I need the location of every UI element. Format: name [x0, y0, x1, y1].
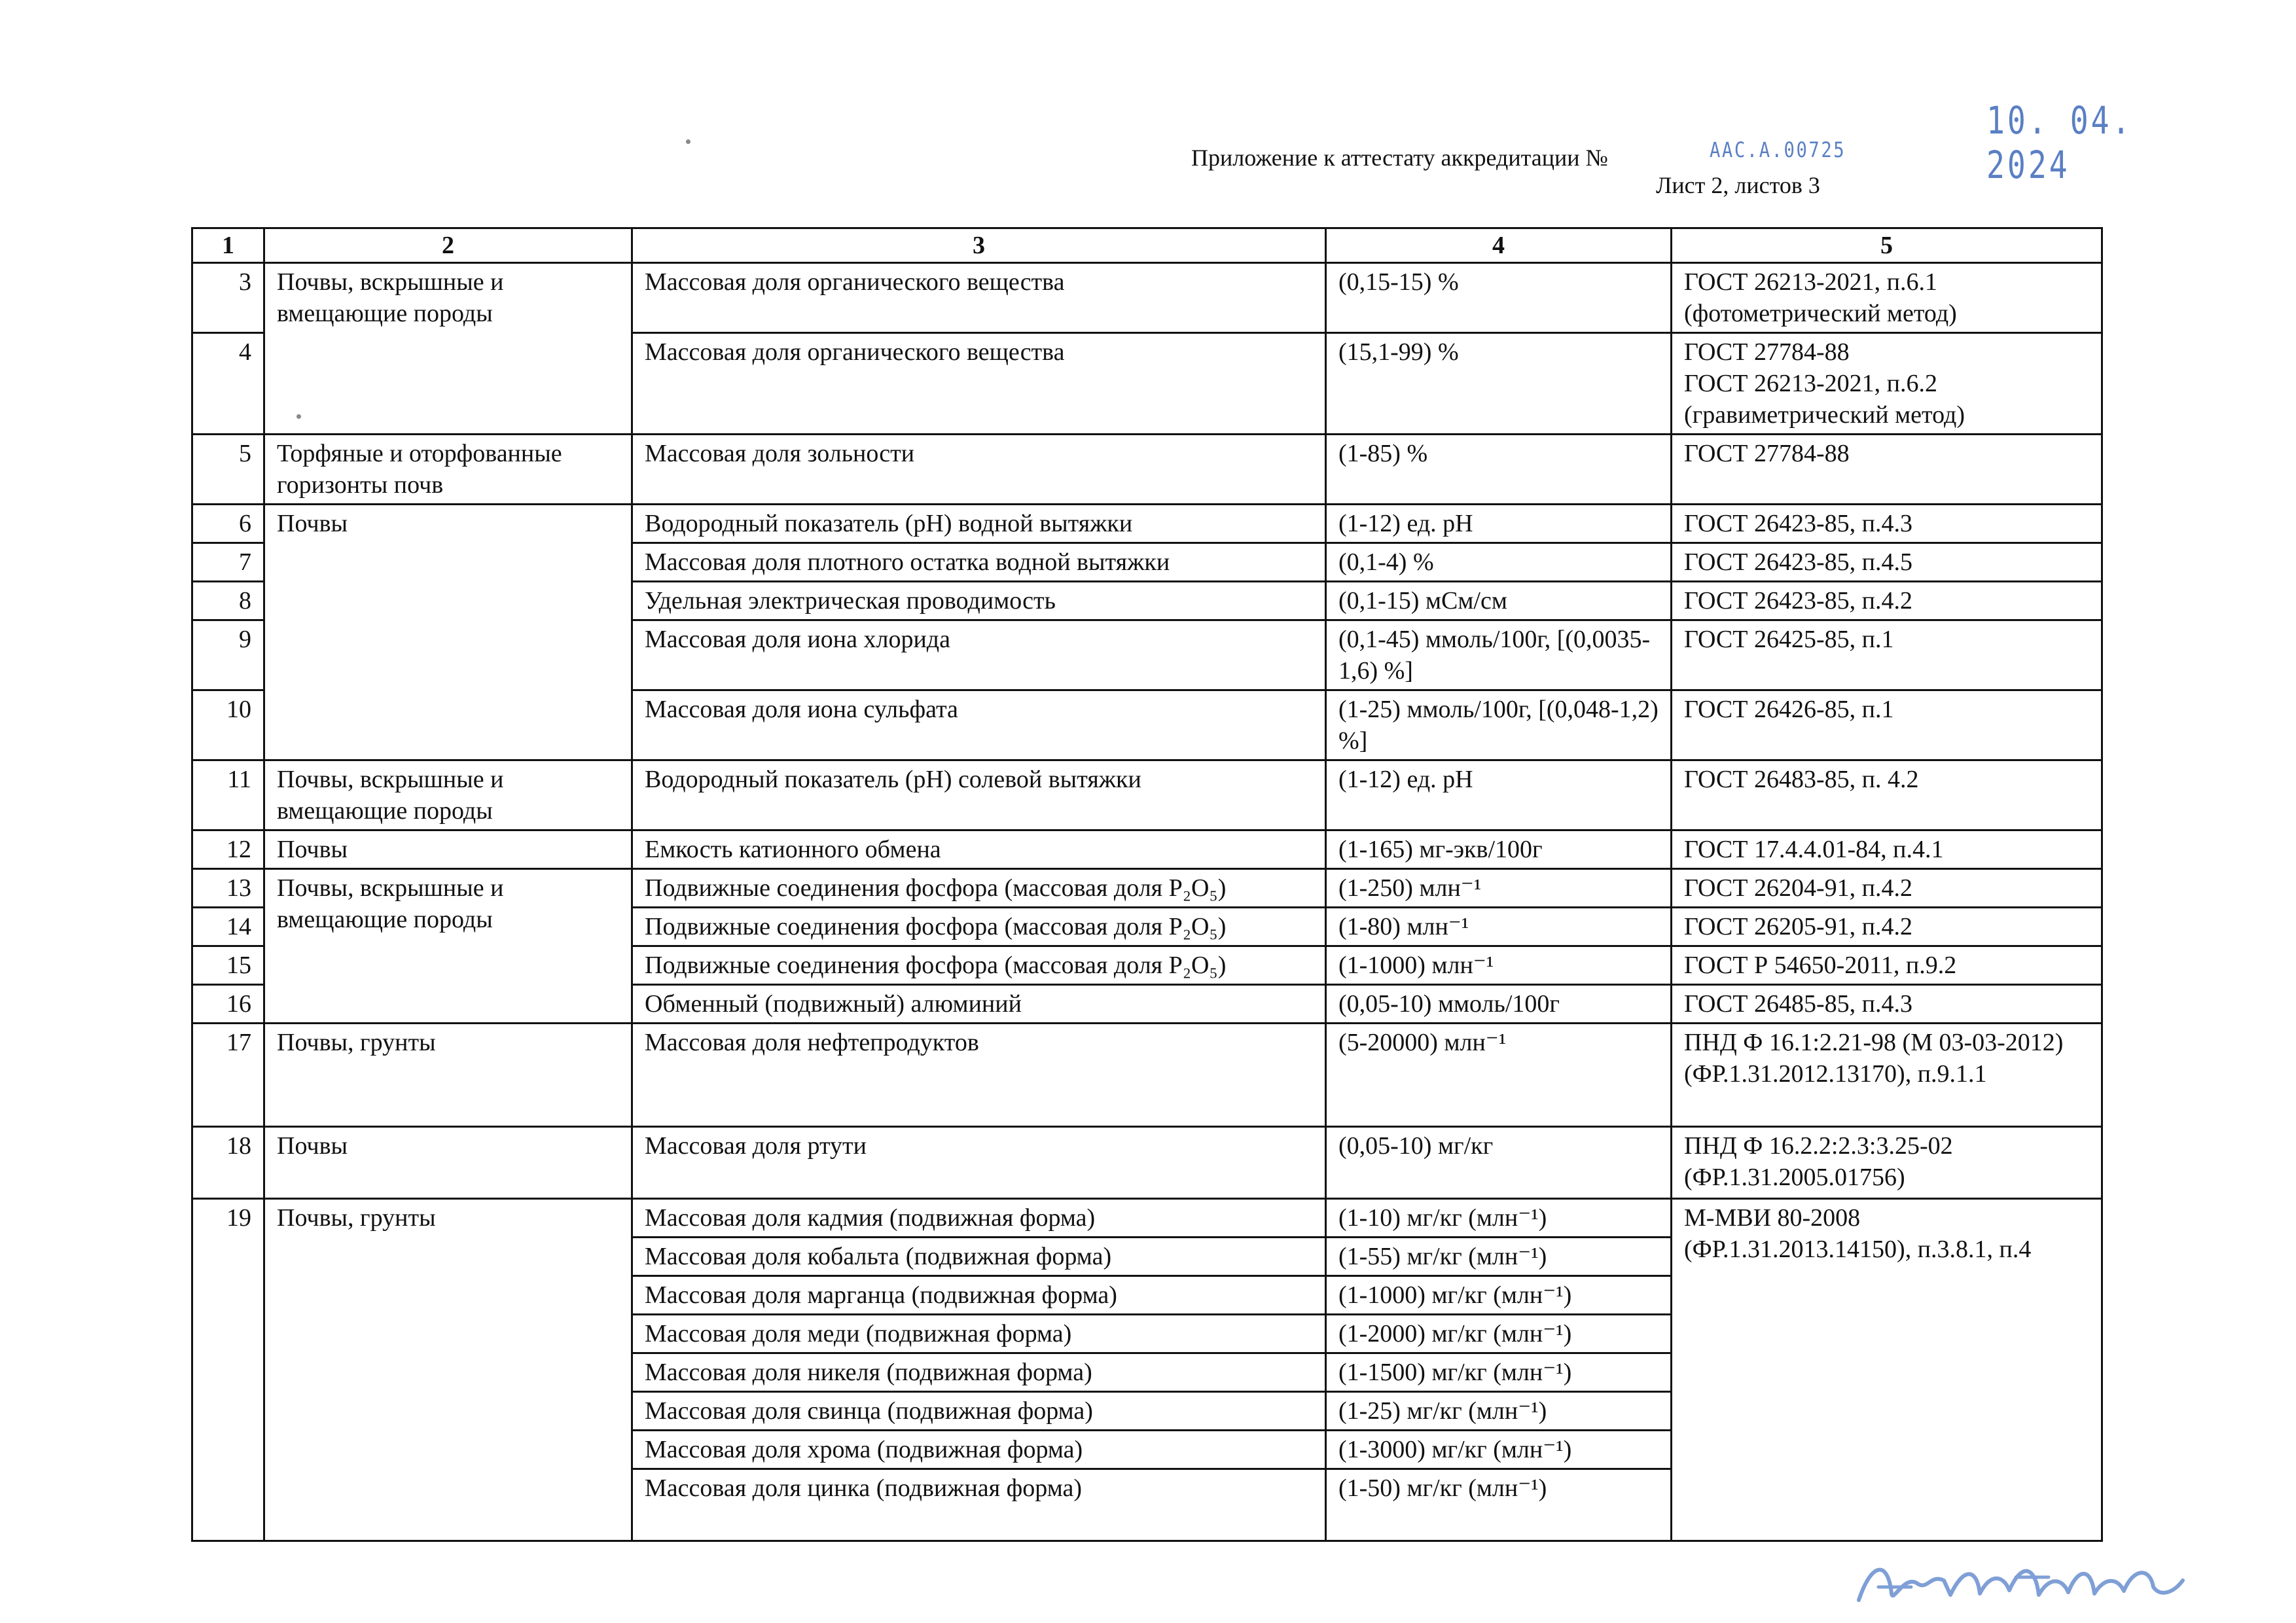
row-number: 17 [192, 1024, 264, 1127]
range-cell: (0,1-45) ммоль/100г, [(0,0035-1,6) %] [1326, 620, 1672, 690]
method-cell: ГОСТ 26425-85, п.1 [1672, 620, 2102, 690]
method-cell: ГОСТ 17.4.4.01-84, п.4.1 [1672, 830, 2102, 869]
accreditation-scope-table [191, 227, 2103, 1542]
row-number: 19 [192, 1199, 264, 1541]
method-cell: ГОСТ 27784-88 ГОСТ 26213-2021, п.6.2 (гравиметрический метод) [1672, 333, 2102, 435]
row-number: 7 [192, 543, 264, 582]
range-cell: (1-25) ммоль/100г, [(0,048-1,2) %] [1326, 690, 1672, 760]
indicator-cell: Массовая доля нефтепродуктов [632, 1024, 1326, 1127]
indicator-cell: Массовая доля зольности [632, 435, 1326, 505]
row-number: 4 [192, 333, 264, 435]
range-cell: (0,05-10) мг/кг [1326, 1127, 1672, 1199]
range-cell: (1-2000) мг/кг (млн⁻¹) [1326, 1315, 1672, 1353]
column-header: 2 [264, 228, 632, 263]
range-cell: (1-250) млн⁻¹ [1326, 869, 1672, 908]
table-row [192, 505, 2102, 543]
range-cell: (1-12) ед. рН [1326, 505, 1672, 543]
table-row [192, 1199, 2102, 1238]
range-cell: (1-10) мг/кг (млн⁻¹) [1326, 1199, 1672, 1238]
indicator-cell: Подвижные соединения фосфора (массовая доля P₂O₅) [632, 869, 1326, 908]
indicator-cell: Обменный (подвижный) алюминий [632, 985, 1326, 1024]
indicator-cell: Подвижные соединения фосфора (массовая доля P₂O₅) [632, 908, 1326, 946]
indicator-cell: Массовая доля кобальта (подвижная форма) [632, 1238, 1326, 1276]
indicator-cell: Массовая доля органического вещества [632, 333, 1326, 435]
row-number: 9 [192, 620, 264, 690]
indicator-cell: Массовая доля меди (подвижная форма) [632, 1315, 1326, 1353]
table-row [192, 830, 2102, 869]
method-cell: ГОСТ 26205-91, п.4.2 [1672, 908, 2102, 946]
object-cell: Почвы, вскрышные и вмещающие породы [264, 760, 632, 830]
object-cell: Почвы, грунты [264, 1024, 632, 1127]
range-cell: (1-1500) мг/кг (млн⁻¹) [1326, 1353, 1672, 1392]
indicator-cell: Массовая доля цинка (подвижная форма) [632, 1469, 1326, 1541]
method-cell: ПНД Ф 16.1:2.21-98 (М 03-03-2012) (ФР.1.31.2012.13170), п.9.1.1 [1672, 1024, 2102, 1127]
range-cell: (1-50) мг/кг (млн⁻¹) [1326, 1469, 1672, 1541]
column-header: 4 [1326, 228, 1672, 263]
method-cell: ГОСТ 27784-88 [1672, 435, 2102, 505]
object-cell: Торфяные и оторфованные горизонты почв [264, 435, 632, 505]
range-cell: (1-25) мг/кг (млн⁻¹) [1326, 1392, 1672, 1431]
method-cell: ГОСТ 26423-85, п.4.3 [1672, 505, 2102, 543]
indicator-cell: Массовая доля марганца (подвижная форма) [632, 1276, 1326, 1315]
range-cell: (1-1000) млн⁻¹ [1326, 946, 1672, 985]
document-header-title: Приложение к аттестату аккредитации № [1191, 145, 1608, 171]
table-row [192, 1024, 2102, 1127]
range-cell: (1-12) ед. рН [1326, 760, 1672, 830]
scan-speck [686, 139, 691, 144]
range-cell: (1-3000) мг/кг (млн⁻¹) [1326, 1431, 1672, 1469]
indicator-cell: Подвижные соединения фосфора (массовая доля P₂O₅) [632, 946, 1326, 985]
row-number: 15 [192, 946, 264, 985]
method-cell: ГОСТ 26485-85, п.4.3 [1672, 985, 2102, 1024]
indicator-cell: Массовая доля свинца (подвижная форма) [632, 1392, 1326, 1431]
method-cell: ГОСТ 26483-85, п. 4.2 [1672, 760, 2102, 830]
row-number: 5 [192, 435, 264, 505]
indicator-cell: Емкость катионного обмена [632, 830, 1326, 869]
indicator-cell: Массовая доля кадмия (подвижная форма) [632, 1199, 1326, 1238]
table-row [192, 1127, 2102, 1199]
indicator-cell: Водородный показатель (рН) водной вытяжки [632, 505, 1326, 543]
range-cell: (0,05-10) ммоль/100г [1326, 985, 1672, 1024]
row-number: 12 [192, 830, 264, 869]
stamp-accreditation-number: AAC.A.00725 [1710, 137, 1846, 162]
row-number: 6 [192, 505, 264, 543]
row-number: 8 [192, 582, 264, 620]
sheet-counter: Лист 2, листов 3 [1656, 172, 1820, 198]
indicator-cell: Массовая доля хрома (подвижная форма) [632, 1431, 1326, 1469]
object-cell: Почвы [264, 1127, 632, 1199]
range-cell: (15,1-99) % [1326, 333, 1672, 435]
indicator-cell: Массовая доля иона сульфата [632, 690, 1326, 760]
range-cell: (1-85) % [1326, 435, 1672, 505]
row-number: 11 [192, 760, 264, 830]
method-cell: ГОСТ 26423-85, п.4.2 [1672, 582, 2102, 620]
range-cell: (0,1-4) % [1326, 543, 1672, 582]
method-cell: ГОСТ 26213-2021, п.6.1 (фотометрический метод) [1672, 263, 2102, 333]
table-row [192, 869, 2102, 908]
range-cell: (0,15-15) % [1326, 263, 1672, 333]
column-header: 3 [632, 228, 1326, 263]
range-cell: (1-1000) мг/кг (млн⁻¹) [1326, 1276, 1672, 1315]
signature-image [1852, 1548, 2193, 1613]
method-cell: М-МВИ 80-2008 (ФР.1.31.2013.14150), п.3.8.1, п.4 [1672, 1199, 2102, 1541]
stamp-date: 10. 04. 2024 [1986, 98, 2133, 187]
indicator-cell: Массовая доля органического вещества [632, 263, 1326, 333]
column-header: 5 [1672, 228, 2102, 263]
row-number: 13 [192, 869, 264, 908]
table-header-row [192, 228, 2102, 263]
indicator-cell: Массовая доля ртути [632, 1127, 1326, 1199]
object-cell: Почвы, грунты [264, 1199, 632, 1541]
row-number: 14 [192, 908, 264, 946]
row-number: 3 [192, 263, 264, 333]
range-cell: (0,1-15) мСм/см [1326, 582, 1672, 620]
indicator-cell: Водородный показатель (рН) солевой вытяжки [632, 760, 1326, 830]
object-cell: Почвы, вскрышные и вмещающие породы [264, 263, 632, 435]
range-cell: (1-165) мг-экв/100г [1326, 830, 1672, 869]
object-cell: Почвы [264, 830, 632, 869]
object-cell: Почвы [264, 505, 632, 760]
range-cell: (5-20000) млн⁻¹ [1326, 1024, 1672, 1127]
method-cell: ГОСТ 26426-85, п.1 [1672, 690, 2102, 760]
indicator-cell: Массовая доля никеля (подвижная форма) [632, 1353, 1326, 1392]
table-row [192, 435, 2102, 505]
column-header: 1 [192, 228, 264, 263]
table-row [192, 263, 2102, 333]
indicator-cell: Удельная электрическая проводимость [632, 582, 1326, 620]
method-cell: ГОСТ Р 54650-2011, п.9.2 [1672, 946, 2102, 985]
range-cell: (1-80) млн⁻¹ [1326, 908, 1672, 946]
range-cell: (1-55) мг/кг (млн⁻¹) [1326, 1238, 1672, 1276]
row-number: 18 [192, 1127, 264, 1199]
object-cell: Почвы, вскрышные и вмещающие породы [264, 869, 632, 1024]
row-number: 10 [192, 690, 264, 760]
method-cell: ПНД Ф 16.2.2:2.3:3.25-02 (ФР.1.31.2005.01756) [1672, 1127, 2102, 1199]
method-cell: ГОСТ 26423-85, п.4.5 [1672, 543, 2102, 582]
indicator-cell: Массовая доля иона хлорида [632, 620, 1326, 690]
indicator-cell: Массовая доля плотного остатка водной вытяжки [632, 543, 1326, 582]
table-row [192, 760, 2102, 830]
row-number: 16 [192, 985, 264, 1024]
method-cell: ГОСТ 26204-91, п.4.2 [1672, 869, 2102, 908]
